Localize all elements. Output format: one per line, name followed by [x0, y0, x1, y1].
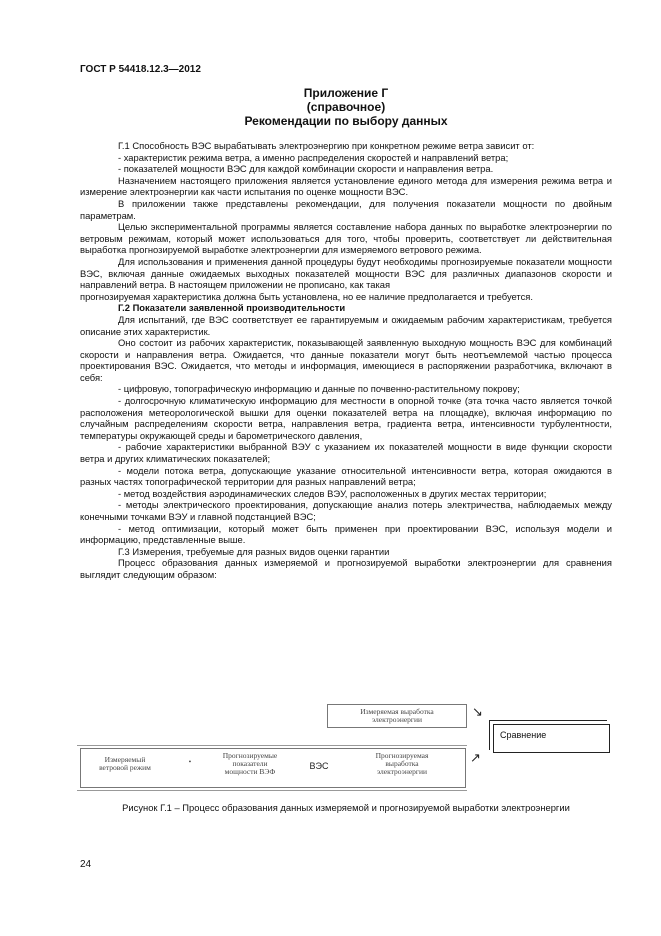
measured-wind-line: Измеряемый [104, 755, 146, 764]
paragraph: - метод оптимизации, который может быть применен при проектировании ВЭС, используя модели и информацию, представленные выше. [80, 522, 612, 546]
paragraph: - модели потока ветра, допускающие указание относительной интенсивности ветра, которая ожидаются в разных частях топографической территории для разных направлений ветра; [80, 464, 612, 488]
comparison-box: Сравнение [493, 724, 610, 753]
paragraph: Оно состоит из рабочих характеристик, показывающей заявленную выходную мощность ВЭС для комбинаций скорости и направления ветра. Ожидается, что данные показатели могут быть неотъемлемой частью процесса проектирования ВЭС. Ожидается, что методы и информация, имеющиеся в распоряжении разработчика, включают в себя: [80, 337, 612, 383]
paragraph: Назначением настоящего приложения является установление единого метода для измерения режима ветра и измерение электроэнергии как части испытания по оценке мощности ВЭС. [80, 174, 612, 198]
paragraph: прогнозируемая характеристика должна быть установлена, но ее наличие предполагается и требуется. [80, 290, 533, 302]
paragraph: Процесс образования данных измеряемой и прогнозируемой выработки электроэнергии для сравнения выглядит следующим образом: [80, 557, 612, 580]
paragraph: Г.3 Измерения, требуемые для разных видов оценки гарантии [118, 545, 390, 557]
paragraph: - цифровую, топографическую информацию и данные по почвенно-растительному покрову; [118, 383, 520, 395]
paragraph: - методы электрического проектирования, допускающие анализ потерь электричества, наблюдаемых между конечными точками ВЭУ и главной подстанцией ВЭС; [80, 499, 612, 522]
paragraph: - метод воздействия аэродинамических следов ВЭУ, расположенных в других местах территории; [118, 487, 547, 499]
arrow-up-right-icon: ↗ [470, 750, 481, 765]
body-text [80, 140, 612, 581]
predicted-output-line: Прогнозируемая [375, 751, 429, 760]
paragraph: - показателей мощности ВЭС для каждой комбинации скорости и направления ветра. [118, 163, 494, 175]
paragraph: Г.1 Способность ВЭС вырабатывать электроэнергию при конкретном режиме ветра зависит от: [118, 140, 535, 151]
annex-kind: (справочное) [306, 100, 386, 114]
annex-name: Рекомендации по выбору данных [244, 114, 448, 128]
paragraph: - долгосрочную климатическую информацию для местности в опорной точке (эта точка часто является точкой расположения метеорологической вышки для оценки показателей ветра на площадке), включая информацию по случайным распределениям скорости ветра, направления ветра, градиента ветра, интенсивности турбулентности, температуры окружающей среды и барометрического давления, [80, 395, 612, 441]
measured-output-box [327, 704, 467, 728]
paragraph: - рабочие характеристики выбранной ВЭУ с указанием их показателей мощности в виде функции скорости ветра и других климатических показателей; [80, 441, 612, 465]
measured-wind-line: ветровой режим [99, 763, 151, 772]
standard-number: ГОСТ Р 54418.12.3—2012 [80, 64, 201, 75]
paragraph: Для использования и применения данной процедуры будут необходимы прогнозируемые показатели мощности ВЭС, включая данные ожидаемых выходных показателей мощности ВЭС для различных диапазонов скорости и направлений ветра. В настоящем приложении не прописано, как такая [80, 255, 612, 291]
paragraph: В приложении также представлены рекомендации, для получения показатели мощности по двойным параметрам. [80, 197, 612, 221]
predicted-power-label [205, 752, 295, 776]
measured-output-line: электроэнергии [371, 715, 423, 724]
paragraph: Для испытаний, где ВЭС соответствует ее гарантируемым и ожидаемым рабочим характеристикам, требуется описание этих характеристик. [80, 313, 612, 337]
figure-g1 [80, 700, 612, 790]
annex-title: Приложение Г [303, 86, 389, 100]
arrow-down-right-icon: ↘ [472, 704, 483, 719]
predicted-power-line: показатели [232, 759, 268, 768]
measured-output-line: Измеряемая выработка [360, 707, 434, 716]
predicted-output-line: электроэнергии [376, 767, 428, 776]
predicted-power-line: мощности ВЭФ [224, 767, 276, 776]
predicted-power-line: Прогнозируемые [222, 751, 278, 760]
annex-heading [80, 86, 612, 128]
predicted-output-label [352, 752, 452, 776]
predicted-output-line: выработка [385, 759, 419, 768]
figure-caption: Рисунок Г.1 – Процесс образования данных измеряемой и прогнозируемой выработки электроэнергии [122, 802, 570, 813]
measured-wind-label [85, 756, 165, 772]
separator-dot: • [188, 757, 192, 766]
page-number: 24 [80, 859, 92, 870]
wpp-label: ВЭС [309, 761, 329, 771]
paragraph: Целью экспериментальной программы является составление набора данных по выработке электроэнергии по ветровым режимам, который может использоваться для того, чтобы проверить, соответствует ли действительная выработка прогнозируемой выработке электроэнергии для измеряемого ветрового режима. [80, 221, 612, 256]
paragraph: - характеристик режима ветра, а именно распределения скоростей и направлений ветра; [118, 151, 509, 163]
section-heading: Г.2 Показатели заявленной производительности [118, 302, 346, 314]
